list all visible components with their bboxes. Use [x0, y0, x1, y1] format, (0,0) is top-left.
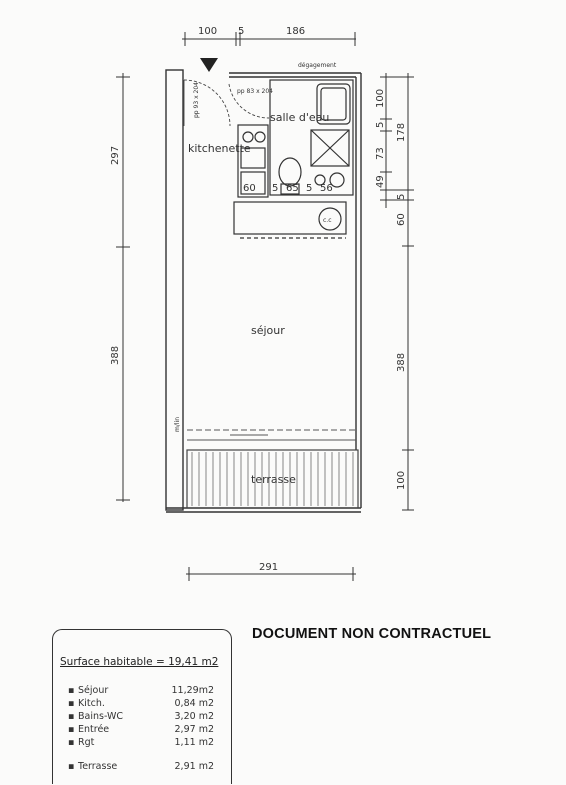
label-door-left: pp 93 x 204 — [193, 82, 200, 118]
label-degagement: dégagement — [298, 62, 337, 69]
room-label-kitchenette: kitchenette — [188, 142, 251, 155]
bullet-icon: ▪ — [68, 724, 75, 735]
left-wall — [166, 70, 183, 510]
area-value: 2,91 m2 — [174, 761, 214, 772]
area-name: Terrasse — [78, 761, 118, 772]
bullet-icon: ▪ — [68, 711, 75, 722]
dim-right-100b: 100 — [396, 470, 407, 490]
label-k5b: 5 — [306, 183, 313, 194]
room-label-salle-eau: salle d'eau — [270, 111, 330, 124]
disclaimer-heading: DOCUMENT NON CONTRACTUEL — [252, 626, 492, 642]
area-name: Séjour — [78, 685, 109, 696]
label-k5: 5 — [272, 183, 279, 194]
label-k65: 65 — [286, 183, 299, 194]
dim-right-178: 178 — [396, 122, 407, 142]
label-k56: 56 — [320, 183, 333, 194]
room-label-sejour: séjour — [251, 324, 285, 337]
label-door-top: pp 83 x 204 — [237, 88, 273, 95]
area-value: 2,97 m2 — [174, 724, 214, 735]
dim-right-5b: 5 — [396, 193, 407, 200]
bullet-icon: ▪ — [68, 761, 75, 772]
area-name: Kitch. — [78, 698, 105, 709]
area-name: Rgt — [78, 737, 95, 748]
dim-right-73: 73 — [375, 147, 386, 160]
dim-right-100: 100 — [375, 88, 386, 108]
surface-heading: Surface habitable = 19,41 m2 — [60, 656, 219, 668]
area-value: 3,20 m2 — [174, 711, 214, 722]
label-k60: 60 — [243, 183, 256, 194]
dim-right-49: 49 — [375, 175, 386, 188]
area-row-rgt — [68, 737, 218, 750]
dim-right-60: 60 — [396, 213, 407, 226]
dim-bottom: 291 — [259, 562, 279, 573]
area-row-bains-wc — [68, 711, 218, 724]
bullet-icon: ▪ — [68, 698, 75, 709]
dim-right-388: 388 — [396, 352, 407, 372]
room-label-terrasse: terrasse — [251, 473, 296, 486]
dim-top-right: 186 — [286, 26, 306, 37]
entrance-marker-icon — [200, 58, 218, 72]
area-row-entree — [68, 724, 218, 737]
dim-top-left: 100 — [198, 26, 218, 37]
dim-left-upper: 297 — [110, 145, 121, 165]
label-cc: c.c — [323, 217, 332, 224]
dim-top-mid: 5 — [238, 26, 245, 37]
area-row-terrasse — [68, 761, 218, 774]
hob-icon — [243, 132, 253, 142]
bullet-icon: ▪ — [68, 685, 75, 696]
area-value: 0,84 m2 — [174, 698, 214, 709]
dim-right-5a: 5 — [375, 121, 386, 128]
area-name: Bains-WC — [78, 711, 124, 722]
area-value: 1,11 m2 — [174, 737, 214, 748]
label-miloir: m/lin — [174, 416, 181, 432]
area-row-kitch — [68, 698, 218, 711]
area-value: 11,29m2 — [171, 685, 214, 696]
area-row-sejour — [68, 685, 218, 698]
toilet-icon — [279, 158, 301, 186]
dim-left-lower: 388 — [110, 345, 121, 365]
bullet-icon: ▪ — [68, 737, 75, 748]
area-name: Entrée — [78, 724, 110, 735]
